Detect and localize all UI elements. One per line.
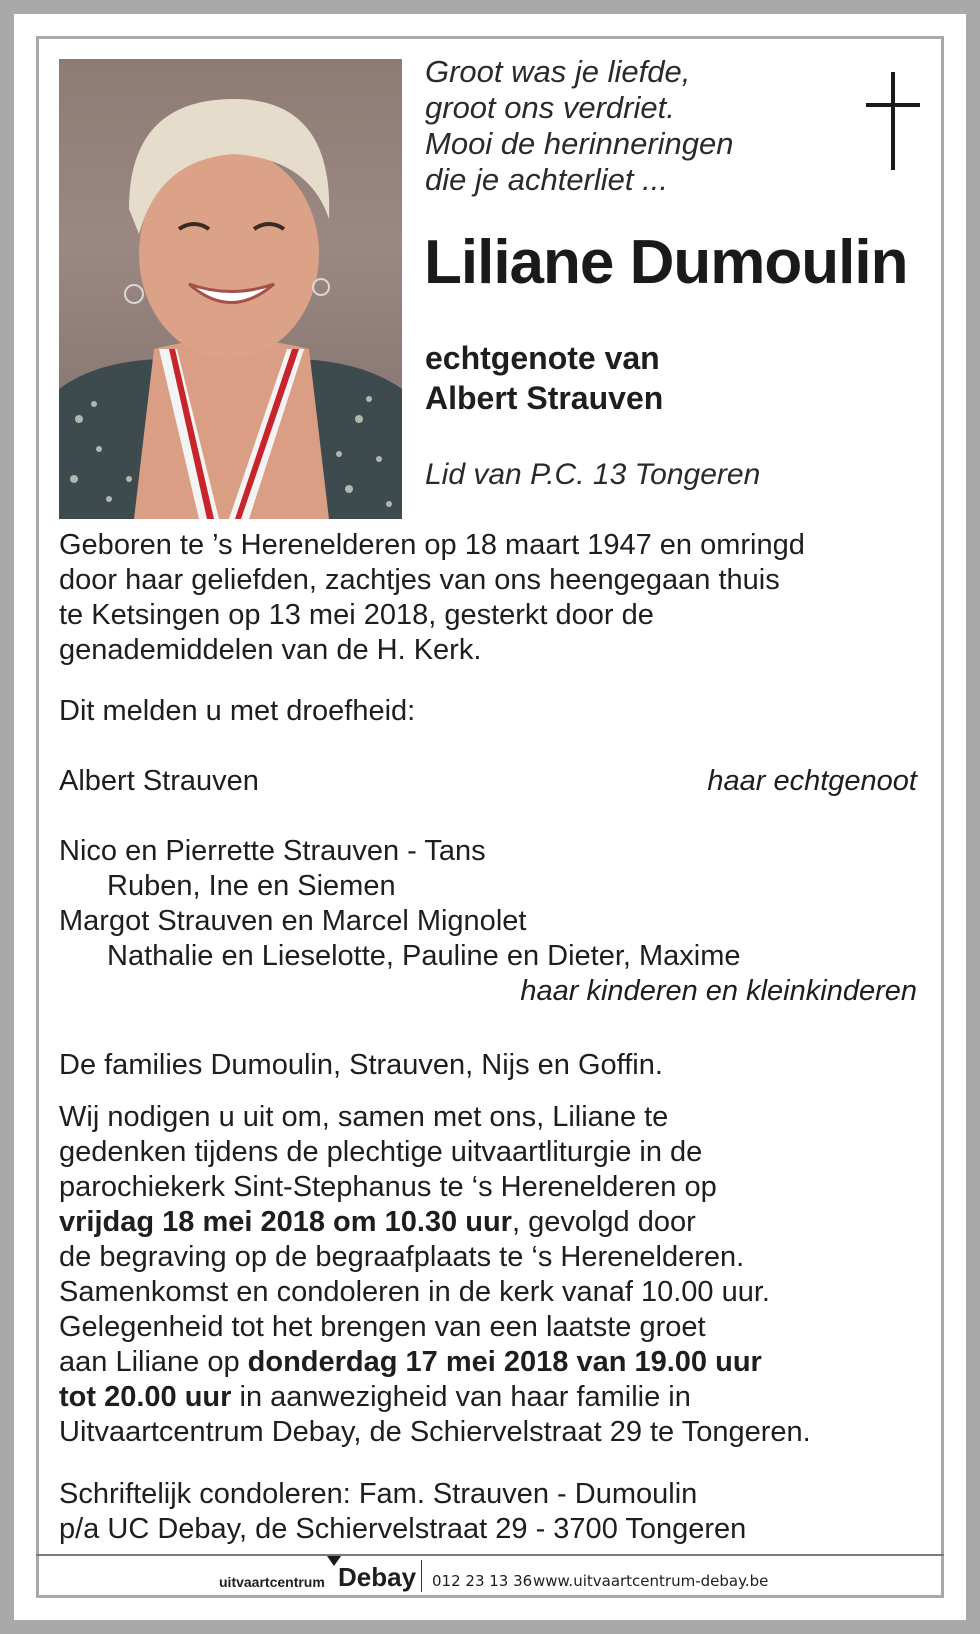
announcement: Dit melden u met droefheid: [59,695,416,727]
family-line: Margot Strauven en Marcel Mignolet [59,905,527,937]
text-line [59,1380,919,1415]
visitation-date: donderdag 17 mei 2018 van 19.00 uur [247,1346,762,1378]
visitation-end: tot 20.00 uur [59,1381,232,1413]
children-relation: haar kinderen en kleinkinderen [520,975,917,1007]
children-list [59,834,917,1009]
text-span: aan Liliane op [59,1346,248,1378]
portrait-photo [59,59,402,519]
text-line: Geboren te ’s Herenelderen op 18 maart 1947 en omringd [59,529,805,561]
family-line: Nathalie en Lieselotte, Pauline en Dieter, Maxime [107,940,741,972]
text-line: p/a UC Debay, de Schiervelstraat 29 - 3700 Tongeren [59,1513,747,1545]
website-link[interactable]: www.uitvaartcentrum-debay.be [533,1572,769,1590]
invitation-paragraph [59,1100,919,1450]
text-line: te Ketsingen op 13 mei 2018, gesterkt door de [59,599,654,631]
poem-line: Mooi de herinneringen [425,126,734,161]
families: De families Dumoulin, Strauven, Nijs en Goffin. [59,1049,663,1081]
text-span: in aanwezigheid van haar familie in [231,1381,691,1413]
spouse-line: echtgenote van [425,340,660,376]
husband-row [59,764,917,799]
birth-death-paragraph [59,528,919,668]
deceased-name: Liliane Dumoulin [424,228,908,297]
text-line: genademiddelen van de H. Kerk. [59,634,482,666]
membership: Lid van P.C. 13 Tongeren [425,458,761,491]
cross-icon [862,72,924,170]
poem [425,54,845,198]
funeral-date: vrijdag 18 mei 2018 om 10.30 uur [59,1206,512,1238]
text-line: Samenkomst en condoleren in de kerk vanaf 10.00 uur. [59,1276,770,1308]
text-span: , gevolgd door [511,1206,696,1238]
text-line: parochiekerk Sint-Stephanus te ‘s Herenelderen op [59,1171,717,1203]
footer-separator [421,1560,422,1592]
footer-divider [36,1554,944,1556]
phone-number: 012 23 13 36 [432,1572,533,1590]
poem-line: Groot was je liefde, [425,54,691,89]
text-line: de begraving op de begraafplaats te ‘s Herenelderen. [59,1241,745,1273]
brand-label: uitvaartcentrum [219,1574,325,1590]
family-line: Nico en Pierrette Strauven - Tans [59,835,486,867]
poem-line: groot ons verdriet. [425,90,675,125]
husband-name: Albert Strauven [59,765,259,797]
poem-line: die je achterliet ... [425,162,668,197]
text-line: Schriftelijk condoleren: Fam. Strauven - Dumoulin [59,1478,698,1510]
text-line: Gelegenheid tot het brengen van een laatste groet [59,1311,706,1343]
husband-relation: haar echtgenoot [707,765,917,797]
brand-name: Debay [338,1562,417,1592]
text-line: Wij nodigen u uit om, samen met ons, Liliane te [59,1101,669,1133]
condolence-address [59,1477,919,1547]
spouse-line: Albert Strauven [425,380,664,416]
text-line: door haar geliefden, zachtjes van ons heengegaan thuis [59,564,780,596]
family-line: Ruben, Ine en Siemen [107,870,396,902]
text-line [59,1205,919,1240]
footer [200,1558,800,1598]
spouse-info [425,338,885,418]
text-line: gedenken tijdens de plechtige uitvaartliturgie in de [59,1136,703,1168]
text-line: Uitvaartcentrum Debay, de Schiervelstraat 29 te Tongeren. [59,1416,811,1448]
text-line [59,1345,919,1380]
